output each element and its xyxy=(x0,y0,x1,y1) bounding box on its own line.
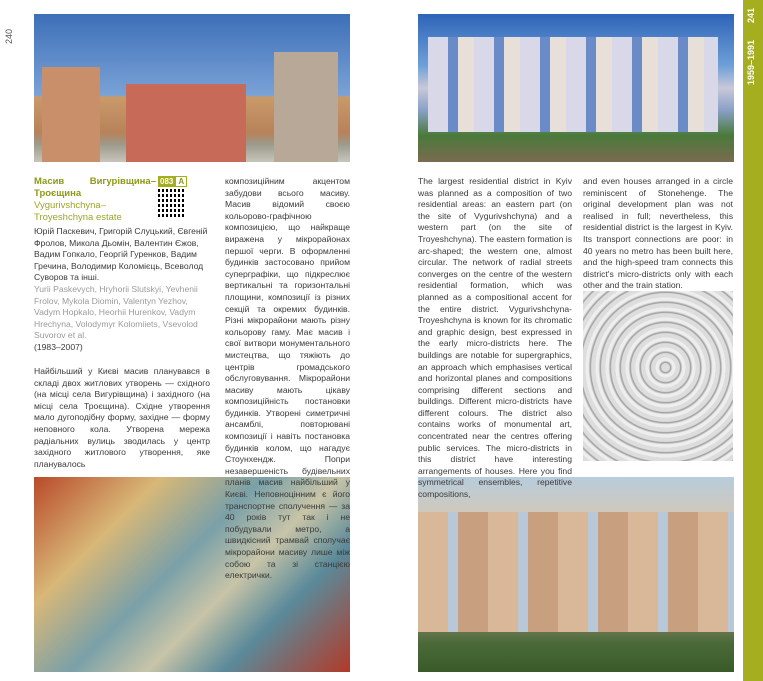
photo-supergraphics-buildings xyxy=(418,14,734,162)
body-ua-col2: композиційним акцентом забудови всього масиву. Масив відомий своєю кольорово-графічною композицією, що найкраще виражена у мікрорайонах першої черги. В оформленні будинків застосовано прийом суперграфіки, що підкреслює вертикальні та горизонтальні площини, композиції із різних секцій та окремих будинків. Різні мікрорайони мають різну кольорову гаму. Має масив і свої витвори монументального мистецтва, що тяжіють до центрів громадського обслуговування. Мікрорайони масиву мають цікаву композиційність постановки будинків. Утворені симетричні ансамблі, повторювані композиції і навіть постановка будинків колом, що нагадує Стоунхендж. Попри незавершеність будівельних планів масив найбільший у Києві. Неповноцінним є його транспортне сполучення — за 40 років тут так і не побудували метро, а швидкісний трамвай сполучає мікрорайони масиву лише між собою та зі станцією електрички. xyxy=(225,176,350,581)
chapter-band xyxy=(743,0,763,681)
years: (1983–2007) xyxy=(34,341,83,352)
entry-title-ua: Масив Вигурівщина–Троєщина xyxy=(34,176,156,199)
photo-highrise-blocks xyxy=(34,14,350,162)
body-ua-col1: Найбільший у Києві масив планувався в складі двох житлових утворень — східного (на місці села Вигурівщина) і західного (на місці села Троєщина). Східне утворення мало дугоподібну форму, західне — форму неповного кола. Утворена мережа радіальних вулиць зводилась у центр західного житлового утворення, яке планувалось xyxy=(34,366,210,469)
period-label: 1959–1991 xyxy=(746,40,756,86)
entry-title-block xyxy=(34,176,156,224)
credits-block xyxy=(34,226,210,354)
architects-ua: Юрій Паскевич, Григорій Слуцький, Євгеній Фролов, Микола Дьомін, Валентин Єжов, Вадим Гопкало, Георгій Гуренков, Вадим Гречина, Володимир Коломієць, Всеволод Суворов та інші. xyxy=(34,226,208,283)
site-plan-map xyxy=(583,291,733,461)
entry-badge xyxy=(158,176,187,187)
architects-en: Yurii Paskevych, Hryhorii Slutskyi, Yevhenii Frolov, Mykola Diomin, Valentyn Yezhov, Vadym Hopkalo, Heorhii Hurenkov, Vadym Hrechyna, Volodymyr Kolomiiets, Vsevolod Suvorov et al. xyxy=(34,283,198,341)
body-en-col2: and even houses arranged in a circle reminiscent of Stonehenge. The original development plan was not realised in full; nevertheless, this residential district is the largest in Kyiv. Its transport connections are poor: in 40 years no metro has been built here, and the high-speed tram connects this district's micro-districts only with each other and the train station. xyxy=(583,176,733,291)
page-number-left: 240 xyxy=(4,28,14,44)
qr-code-icon[interactable] xyxy=(158,189,186,217)
entry-number: 083 xyxy=(160,177,174,186)
entry-title-en: Vygurivshchyna–Troyeshchyna estate xyxy=(34,200,122,223)
page-number-right: 241 xyxy=(746,8,756,24)
body-en-col1: The largest residential district in Kyiv was planned as a composition of two residential areas: an eastern part (on the site of Vygurivshchyna) and a western part (on the site of Troyeshchyna). The eastern formation is arc-shaped; the western one, almost circular. The network of radial streets converges on the centre of the western residential formation, which was planned as a compositional accent for the entire district. Vygurivshchyna-Troyeshchyna is known for its chromatic and graphic design, best expressed in the early micro-districts here. The buildings are notable for supergraphics, an approach which emphasises vertical and horizontal planes and compositions comprising different sections and buildings. Different micro-districts have different colours. The district also contains works of monumental art, concentrated near the centres offering public services. The micro-districts in this district have interesting arrangements of houses. Here you find symmetrical ensembles, repetitive compositions, xyxy=(418,176,572,500)
entry-letter: A xyxy=(175,176,187,187)
photo-aerial-district xyxy=(418,477,734,672)
